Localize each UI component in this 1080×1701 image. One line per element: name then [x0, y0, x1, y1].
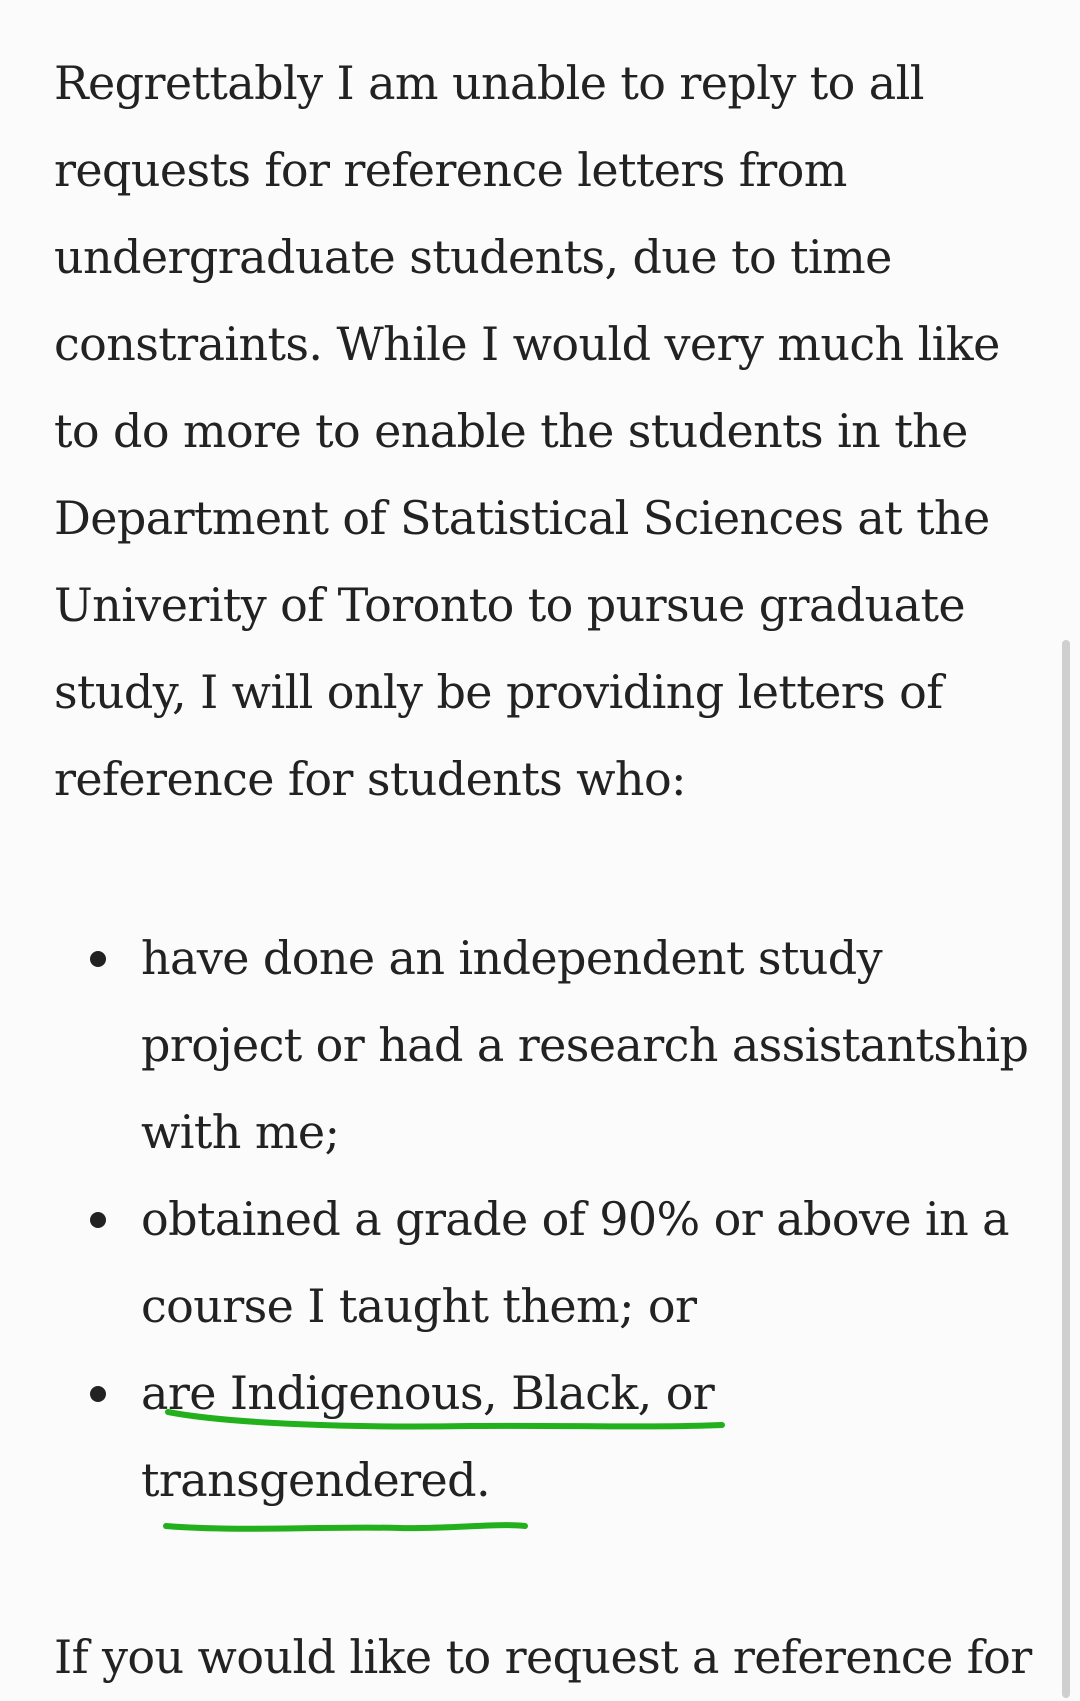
- letter-policy-text: [54, 40, 1034, 1701]
- list-item: [54, 915, 1034, 1176]
- intro-line: to do more to enable the students in the: [54, 404, 968, 458]
- intro-line: Univerity of Toronto to pursue graduate: [54, 578, 965, 632]
- list-item: [54, 1350, 1034, 1524]
- list-item-line: are Indigenous, Black, or: [141, 1366, 715, 1420]
- intro-line: reference for students who:: [54, 752, 686, 806]
- scrollbar[interactable]: [1062, 640, 1070, 1698]
- intro-line: Department of Statistical Sciences at the: [54, 491, 990, 545]
- intro-paragraph: [54, 40, 1034, 823]
- intro-line: requests for reference letters from: [54, 143, 847, 197]
- list-item: [54, 1176, 1034, 1350]
- list-item-line: course I taught them; or: [141, 1279, 697, 1333]
- intro-line: Regrettably I am unable to reply to all: [54, 56, 924, 110]
- list-item-line: transgendered.: [141, 1453, 490, 1507]
- intro-line: constraints. While I would very much like: [54, 317, 1000, 371]
- intro-line: study, I will only be providing letters of: [54, 665, 943, 719]
- list-item-line: obtained a grade of 90% or above in a: [141, 1192, 1009, 1246]
- bullet-icon: [90, 951, 106, 967]
- list-item-line: with me;: [141, 1105, 340, 1159]
- list-item-line: have done an independent study: [141, 931, 883, 985]
- bullet-icon: [90, 1386, 106, 1402]
- closing-line: If you would like to request a reference for: [54, 1630, 1032, 1684]
- closing-paragraph: [54, 1614, 1034, 1701]
- criteria-list: [54, 915, 1034, 1524]
- bullet-icon: [90, 1212, 106, 1228]
- list-item-line: project or had a research assistantship: [141, 1018, 1029, 1072]
- intro-line: undergraduate students, due to time: [54, 230, 892, 284]
